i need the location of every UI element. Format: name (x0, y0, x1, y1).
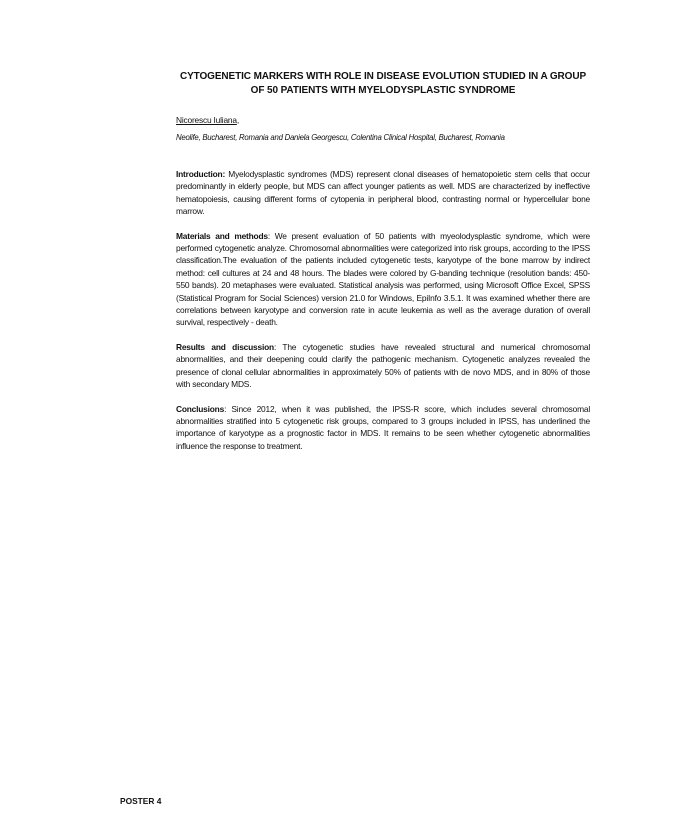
poster-label: POSTER 4 (120, 796, 162, 806)
abstract (176, 70, 590, 452)
section-heading: Results and discussion (176, 341, 274, 352)
section-text: : Since 2012, when it was published, the IPSS-R score, which includes several chromosomal abnormalities stratified into 5 cytogenetic risk groups, compared to 3 groups included in IPSS, has underlined the importance of karyotype as a prognostic factor in MDS. It remains to be seen whether cytogenetic abnormalities influence the response to treatment. (176, 403, 590, 451)
section-introduction (176, 168, 590, 218)
section-results-discussion (176, 341, 590, 391)
section-heading: Conclusions (176, 403, 225, 414)
section-heading: Introduction: (176, 169, 226, 179)
author-suffix: , (236, 115, 239, 125)
section-conclusions (176, 403, 590, 453)
title-line-2: OF 50 PATIENTS WITH MYELODYSPLASTIC SYNDROME (250, 85, 516, 96)
abstract-title (176, 70, 590, 98)
author-line (176, 114, 590, 126)
section-text: Myelodysplastic syndromes (MDS) represent clonal diseases of hematopoietic stem cells that occur predominantly in elderly people, but MDS can affect younger patients as well. MDS are characterized by ineffective hematopoiesis, causing different forms of cytopenia in peripheral blood, contrasting normal or hypercellular bone marrow. (176, 169, 590, 217)
section-heading: Materials and methods (176, 230, 268, 241)
section-text: : We present evaluation of 50 patients with myeolodysplastic syndrome, which were performed cytogenetic analyze. Chromosomal abnormalities were categorized into risk groups, according to the IPSS classification.The evaluation of the patients included cytogenetic tests, karyotype of the bone marrow by indirect method: cell cultures at 24 and 48 hours. The blades were colored by G-banding technique (resolution bands: 450-550 bands). 20 metaphases were evaluated. Statistical analysis was performed, using Microsoft Office Excel, SPSS (Statistical Program for Social Sciences) version 21.0 for Windows, EpiInfo 3.5.1. It was examined whether there are correlations between karyotype and conversion rate in acute leukemia as well as the average duration of overall survival, respectively - death. (176, 230, 590, 328)
affiliation: Neolife, Bucharest, Romania and Daniela Georgescu, Colentina Clinical Hospital, Bucharest, Romania (176, 133, 505, 142)
section-materials-methods (176, 230, 590, 329)
title-line-1: CYTOGENETIC MARKERS WITH ROLE IN DISEASE EVOLUTION STUDIED IN A GROUP (179, 71, 587, 82)
section-text: : The cytogenetic studies have revealed structural and numerical chromosomal abnormalities, and their deepening could clarify the pathogenic mechanism. Cytogenetic analyzes revealed the presence of clonal cellular abnormalities in approximately 50% of patients with de novo MDS, and in 80% of those with secondary MDS. (176, 341, 590, 390)
author-name: Nicorescu Iuliana (176, 115, 237, 125)
